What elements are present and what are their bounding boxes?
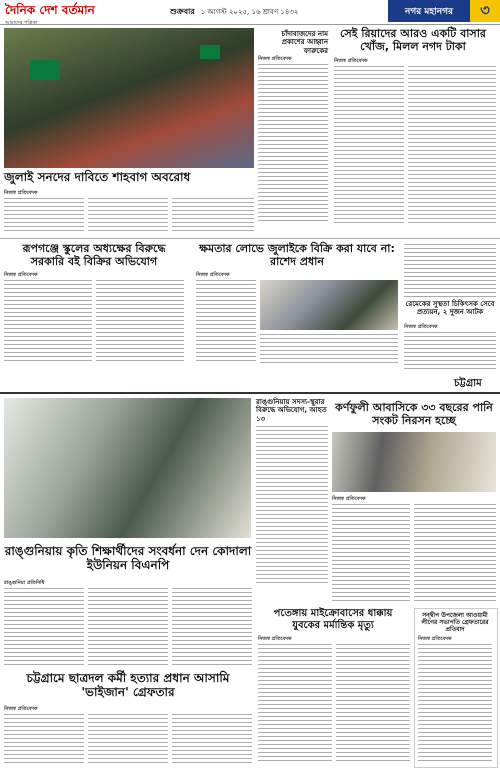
article-body — [332, 504, 410, 604]
byline: নিজস্ব প্রতিবেদক — [258, 56, 292, 62]
byline: নিজস্ব প্রতিবেদক — [196, 272, 230, 278]
page-number: ৩ — [470, 0, 500, 22]
tagline: আমাদের পত্রিকা — [5, 20, 38, 26]
flag-icon — [200, 45, 220, 59]
article-body — [256, 426, 328, 586]
article-body — [4, 280, 92, 364]
article-body — [4, 588, 84, 668]
article-headline: জুলাই সনদের দাবিতে শাহবাগ অবরোধ — [4, 170, 191, 184]
article-body — [260, 334, 398, 364]
water-project-photo — [332, 432, 496, 492]
article-body — [4, 198, 84, 234]
article-body — [404, 244, 496, 298]
section-label-chattogram: চট্টগ্রাম — [454, 378, 482, 389]
award-ceremony-photo — [4, 398, 251, 538]
article-headline: চাঁদাবাজদের নাম প্রকাশের আহ্বান ফারুকের — [281, 30, 328, 55]
article-headline: সেই রিয়াদের আরও একটি বাসার খোঁজ, মিলল নগদ টাকা — [340, 27, 486, 53]
article-headline: রূপগঞ্জে স্কুলের অধ্যক্ষের বিরুদ্ধে সরকারি বই বিক্রির অভিযোগ — [22, 242, 166, 268]
article-body — [418, 644, 492, 762]
article-headline: সন্দ্বীপ উপজেলা আওয়ামী লীগের সভাপতি গ্রেফতারের প্রতিবাদ — [421, 612, 489, 634]
meeting-photo — [260, 280, 398, 330]
article-headline: ক্ষমতার লোভে জুলাইকে বিক্রি করা যাবে না: রাশেদ প্রধান — [199, 242, 395, 268]
section-title: নগর মহানগর — [388, 0, 470, 22]
article-body — [172, 714, 252, 766]
article-body — [414, 504, 496, 604]
article-body — [408, 66, 496, 226]
byline: রাঙ্গুনিয়া প্রতিনিধি — [4, 580, 45, 586]
newspaper-logo: দৈনিক দেশ বর্তমান আমাদের পত্রিকা — [5, 3, 95, 26]
byline: নিজস্ব প্রতিবেদক — [4, 706, 38, 712]
article-headline: পতেঙ্গায় মাইক্রোবাসের ধাক্কায় যুবকের মর্মান্তিক মৃত্যু — [273, 608, 393, 631]
article-body — [88, 714, 168, 766]
article-headline: চট্টগ্রামে ছাত্রদল কর্মী হত্যার প্রধান আসামি 'ভাইজান' গ্রেফতার — [26, 671, 230, 699]
article-body — [336, 644, 410, 764]
article-headline: রাঙ্গুনিয়ায় কৃতি শিক্ষার্থীদের সংবর্ধনা দেন কোদালা ইউনিয়ন বিএনপি — [4, 544, 252, 572]
article-body — [334, 66, 404, 226]
byline: নিজস্ব প্রতিবেদক — [4, 272, 38, 278]
divider — [0, 238, 500, 239]
article-body — [404, 332, 496, 372]
article-body — [258, 64, 328, 224]
article-body — [172, 198, 254, 234]
article-body — [196, 280, 256, 364]
byline: নিজস্ব প্রতিবেদক — [334, 58, 368, 64]
byline: নিজস্ব প্রতিবেদক — [4, 190, 38, 196]
article-headline: কর্ণফুলী আবাসিকে ৩৩ বছরের পানি সংকট নিরসন হচ্ছে — [335, 401, 493, 427]
divider — [0, 392, 500, 394]
byline: নিজস্ব প্রতিবেদক — [332, 496, 366, 502]
article-body — [258, 644, 332, 764]
article-body — [96, 280, 184, 364]
article-body — [4, 714, 84, 766]
article-body — [88, 588, 168, 668]
byline: নিজস্ব প্রতিবেদক — [258, 636, 292, 642]
article-headline: রাঙ্গুনিয়ায় সদস্য-স্থূরার বিরুদ্ধে অভিযোগ, আহত ১৩ — [256, 398, 327, 423]
issue-date: শুক্রবার ১ আগস্ট ২০২৫, ১৬ শ্রাবণ ১৪৩২ — [170, 7, 299, 16]
article-body — [172, 588, 252, 668]
article-headline: রেমেকের সুস্থতা চিকিৎসক সেবে প্রত্যয়ন, ২ দুজন আটক — [405, 300, 495, 317]
byline: নিজস্ব প্রতিবেদক — [418, 636, 452, 642]
byline: নিজস্ব প্রতিবেদক — [404, 324, 438, 330]
flag-icon — [30, 60, 60, 80]
article-body — [88, 198, 168, 234]
